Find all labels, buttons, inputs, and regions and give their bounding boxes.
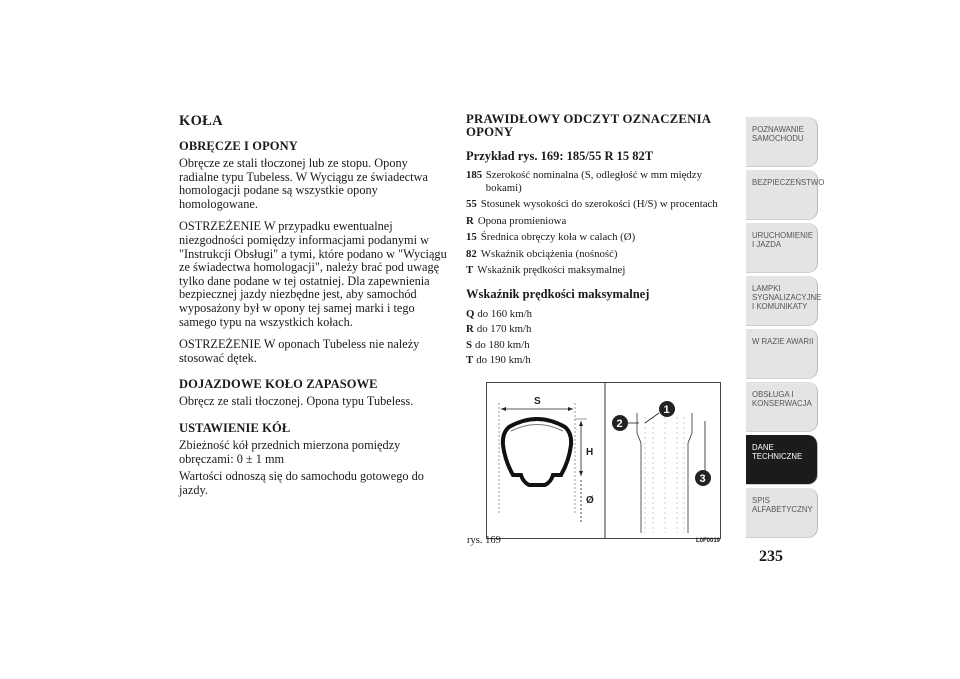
code-description: do 190 km/h xyxy=(476,354,531,366)
tab-label: SPIS ALFABETYCZNY xyxy=(752,496,813,514)
tab-lampki-sygnalizacyjne[interactable] xyxy=(746,276,822,326)
section-rims-tyres xyxy=(179,139,447,365)
tyre-code-list xyxy=(466,169,734,277)
tread-line xyxy=(511,425,563,432)
warning-paragraph: OSTRZEŻENIE W przypadku ewentualnej niezgodności pomiędzy informacjami podanymi w "Instrukcji Obsługi" a tymi, które podano w "Wyciągu ze świadectwa homologacji", należy brać pod uwagę tylko dane podane w tej ostatniej. Dla zapewnienia bezpiecznej jazdy niezbędne jest, aby samochód wyposażony był w opony tej samej marki i tego samego typu na wszystkich kołach. xyxy=(179,219,447,329)
figure-caption: rys. 169 xyxy=(467,535,501,546)
tab-obsluga-i-konserwacja[interactable] xyxy=(746,382,818,432)
page-title: KOŁA xyxy=(179,113,223,129)
tyre-section xyxy=(503,419,571,485)
code-description: Wskaźnik obciążenia (nośność) xyxy=(480,247,618,260)
section-heading: OBRĘCZE I OPONY xyxy=(179,139,298,153)
callout-2-label: 2 xyxy=(616,418,623,430)
pointer-line xyxy=(645,413,659,423)
code-description: Opona promieniowa xyxy=(477,214,567,227)
code: T xyxy=(466,354,474,366)
list-item xyxy=(466,323,734,336)
tab-label: LAMPKI SYGNALIZACYJNE I KOMUNIKATY xyxy=(752,284,822,311)
code-description: do 160 km/h xyxy=(477,307,532,320)
arrow-icon xyxy=(579,471,583,476)
code-description: Stosunek wysokości do szerokości (H/S) w procentach xyxy=(480,198,718,210)
tread-edge xyxy=(637,413,641,533)
section-spare-wheel xyxy=(179,377,447,409)
tab-label: POZNAWANIE SAMOCHODU xyxy=(752,125,804,143)
code-description: do 170 km/h xyxy=(476,323,532,335)
arrow-icon xyxy=(579,421,583,426)
chapter-tabs xyxy=(746,117,825,541)
tab-label: W RAZIE AWARII xyxy=(752,337,814,346)
list-item xyxy=(466,169,734,194)
tyre-marking-title: PRAWIDŁOWY ODCZYT OZNACZENIA OPONY xyxy=(466,112,711,139)
arrow-icon xyxy=(501,407,506,411)
paragraph: Obręcz ze stali tłoczonej. Opona typu Tubeless. xyxy=(179,394,414,409)
list-item xyxy=(466,231,734,244)
code-description: Wskaźnik prędkości maksymalnej xyxy=(477,264,626,276)
page-number: 235 xyxy=(759,548,783,565)
right-column xyxy=(466,113,734,370)
label-s: S xyxy=(534,396,541,407)
tyre-diagram-svg xyxy=(487,383,720,538)
code: Q xyxy=(466,307,475,320)
section-wheel-alignment xyxy=(179,421,447,497)
list-item xyxy=(466,248,734,261)
arrow-icon xyxy=(568,407,573,411)
tab-dane-techniczne[interactable] xyxy=(746,435,818,485)
section-heading: USTAWIENIE KÓŁ xyxy=(179,420,291,435)
tab-bezpieczenstwo[interactable] xyxy=(746,170,825,220)
tab-uruchomienie-i-jazda[interactable] xyxy=(746,223,818,273)
speed-index-heading: Wskaźnik prędkości maksymalnej xyxy=(466,286,650,301)
tread-edge xyxy=(688,413,692,533)
section-heading: DOJAZDOWE KOŁO ZAPASOWE xyxy=(179,377,378,392)
warning-paragraph: OSTRZEŻENIE W oponach Tubeless nie należy stosować dętek. xyxy=(179,337,420,365)
left-column xyxy=(179,113,447,506)
list-item xyxy=(466,308,734,321)
tab-label: OBSŁUGA I KONSERWACJA xyxy=(752,390,812,408)
list-item xyxy=(466,264,734,277)
tab-spis-alfabetyczny[interactable] xyxy=(746,488,818,538)
code: T xyxy=(466,264,474,276)
label-h: H xyxy=(586,447,594,458)
tab-poznawanie-samochodu[interactable] xyxy=(746,117,818,167)
code: R xyxy=(466,323,474,335)
tab-label: BEZPIECZEŃSTWO xyxy=(752,178,825,187)
code: 55 xyxy=(466,198,477,210)
list-item xyxy=(466,354,734,367)
code: R xyxy=(466,214,474,227)
label-diameter: Ø xyxy=(586,495,594,506)
callout-1-label: 1 xyxy=(663,404,670,416)
tab-w-razie-awarii[interactable] xyxy=(746,329,818,379)
code: S xyxy=(466,338,473,351)
list-item xyxy=(466,339,734,352)
figure-code: L0F0019 xyxy=(696,538,721,544)
code: 185 xyxy=(466,169,483,181)
code: 15 xyxy=(466,231,477,243)
list-item xyxy=(466,198,734,211)
paragraph: Zbieżność kół przednich mierzona pomiędzy obręczami: 0 ± 1 mm xyxy=(179,437,401,466)
tab-label: DANE TECHNICZNE xyxy=(752,443,803,461)
code-description: Szerokość nominalna (S, odległość w mm między bokami) xyxy=(485,169,702,194)
list-item xyxy=(466,215,734,228)
example-heading: Przykład rys. 169: 185/55 R 15 82T xyxy=(466,149,654,163)
tyre-diagram xyxy=(486,382,721,539)
tab-label: URUCHOMIENIE I JAZDA xyxy=(752,231,814,249)
code-description: do 180 km/h xyxy=(475,338,530,351)
callout-3-label: 3 xyxy=(699,473,706,485)
paragraph: Wartości odnoszą się do samochodu gotowego do jazdy. xyxy=(179,469,424,497)
speed-index-list xyxy=(466,308,734,367)
code: 82 xyxy=(466,247,477,260)
paragraph: Obręcze ze stali tłoczonej lub ze stopu. Opony radialne typu Tubeless. W Wyciągu ze świadectwa homologacji podane są wszystkie opony homologowane. xyxy=(179,156,428,211)
code-description: Średnica obręczy koła w calach (Ø) xyxy=(480,231,636,243)
